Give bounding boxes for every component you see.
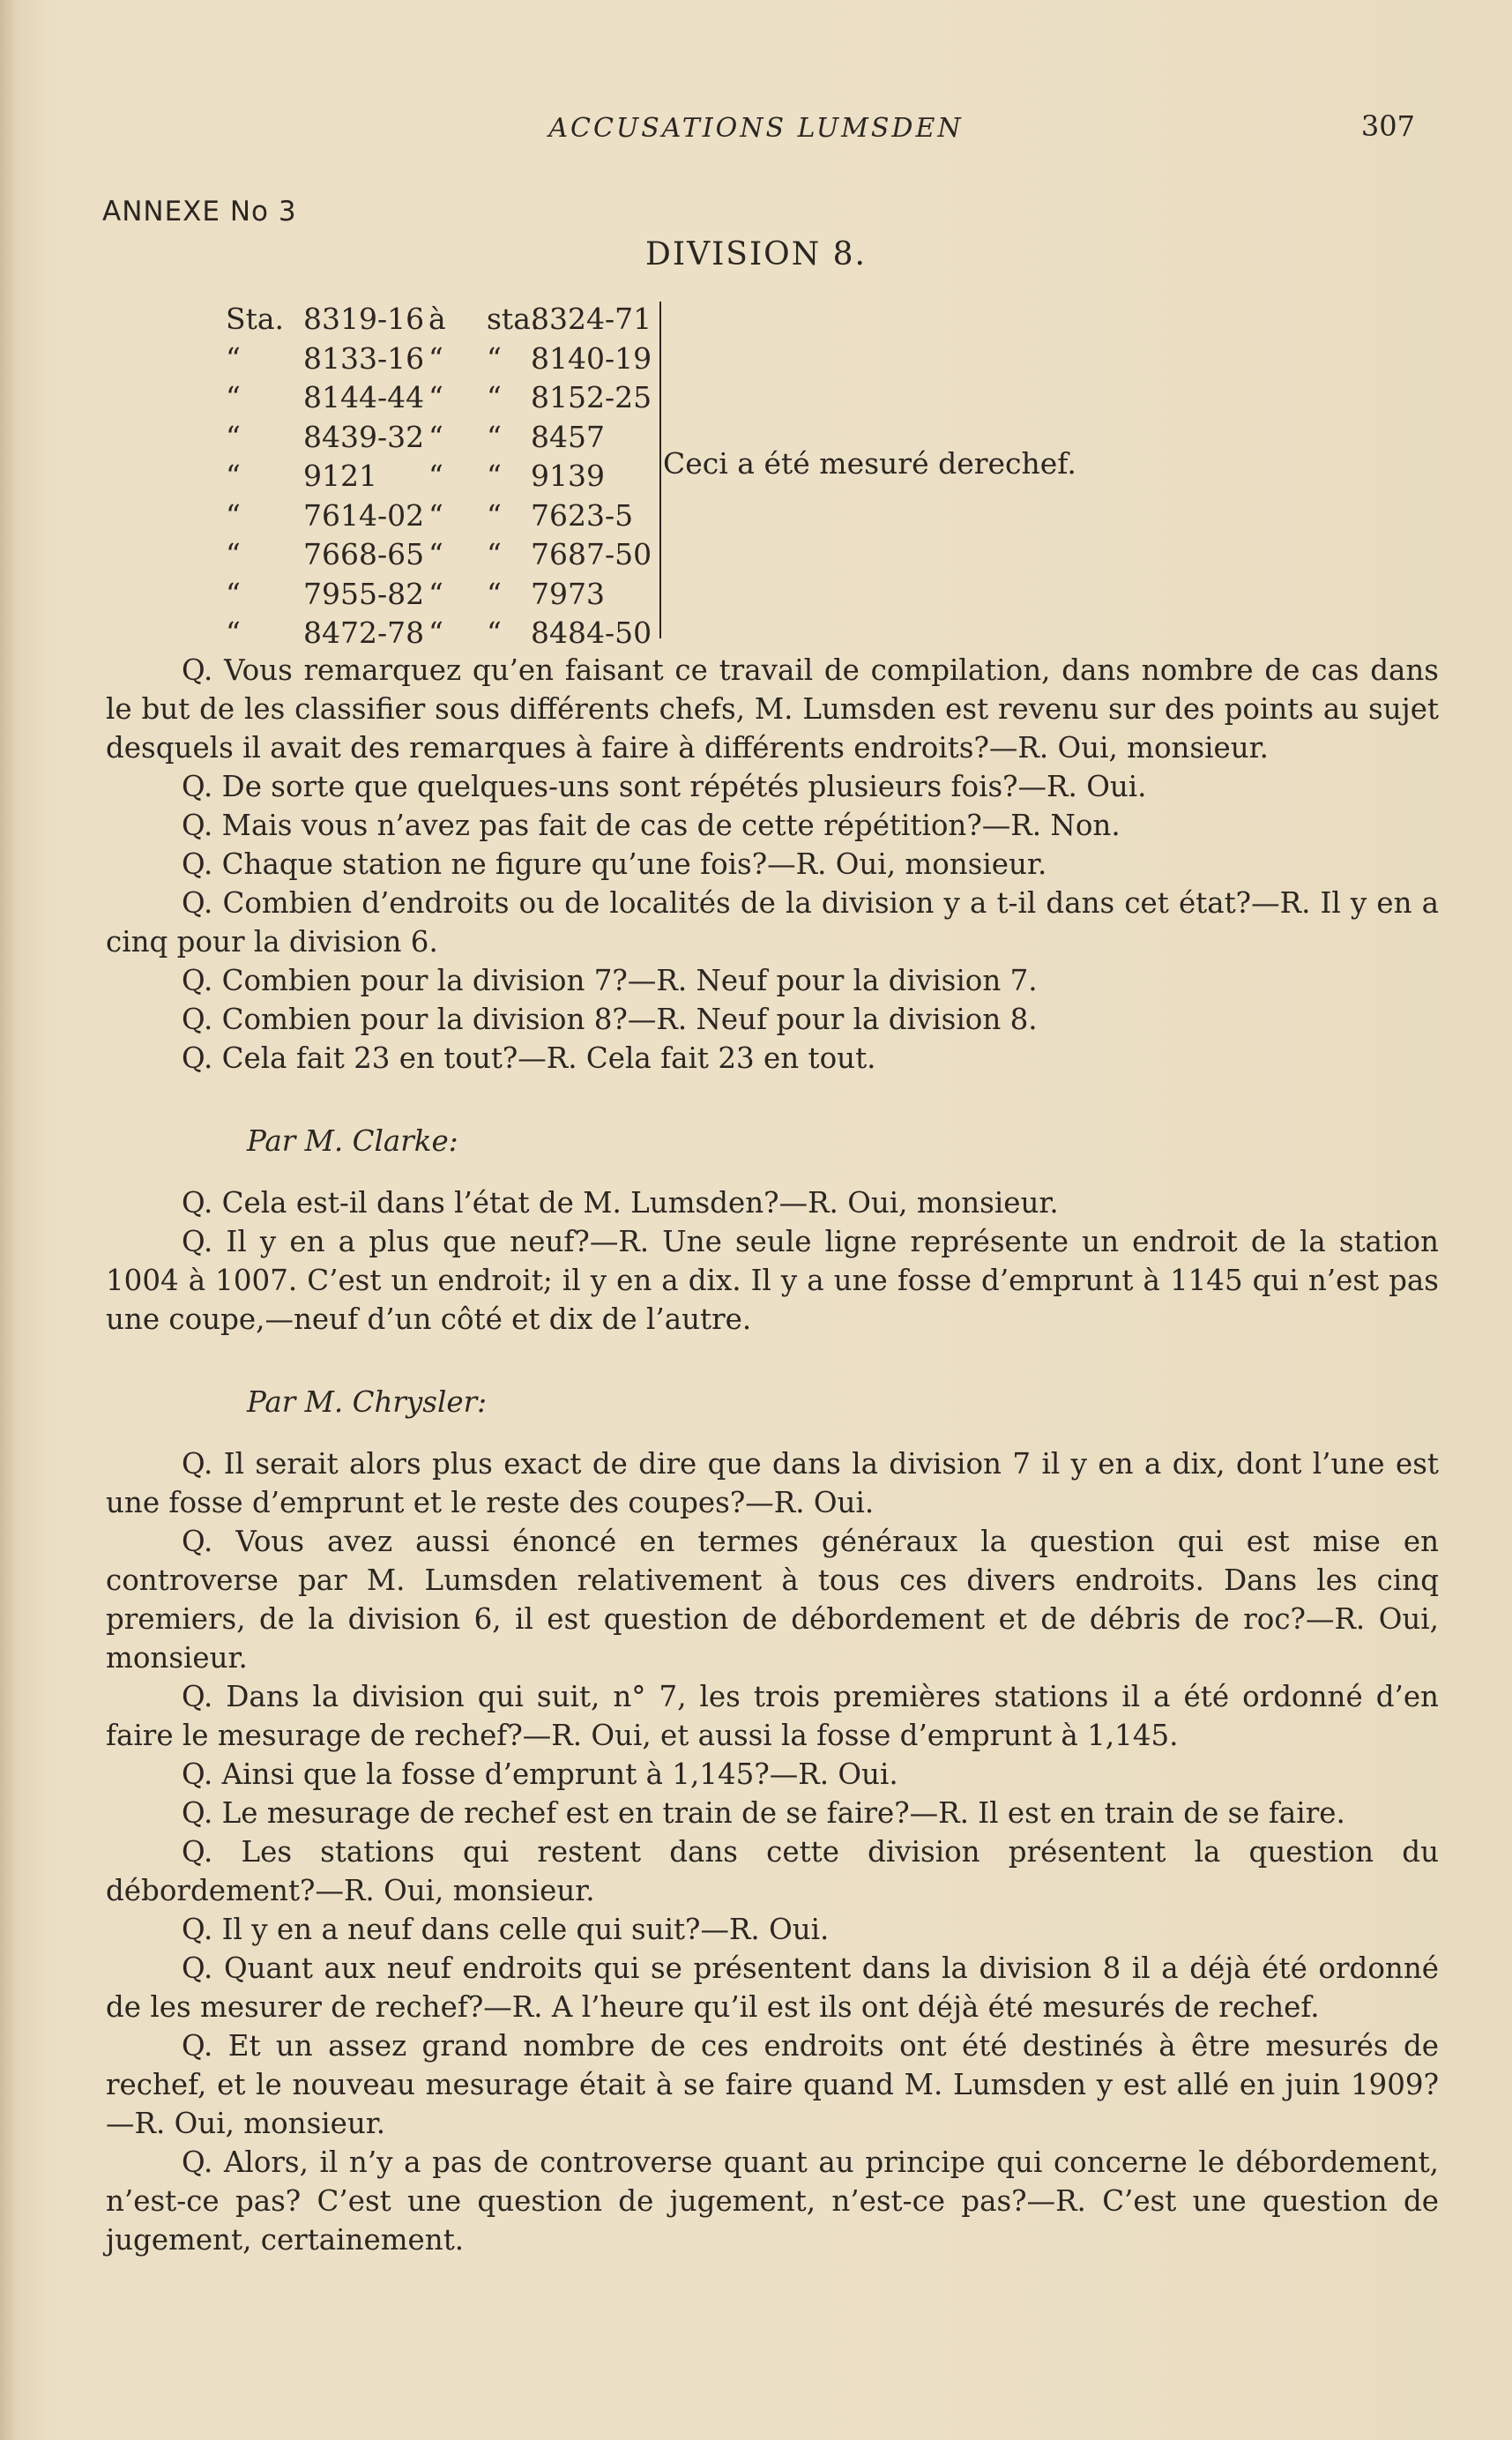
speaker-heading: Par M. Chrysler: — [247, 1385, 488, 1419]
station-prefix: Sta. — [226, 302, 285, 336]
station-to: 9139 — [531, 459, 605, 493]
station-from: 7614-02 — [303, 497, 425, 533]
station-sep: à — [428, 302, 446, 336]
station-prefix: “ — [226, 497, 241, 533]
station-ditto: “ — [487, 459, 502, 493]
station-from: 8144-44 — [303, 380, 425, 414]
station-sep: “ — [428, 340, 443, 376]
station-sep: “ — [428, 459, 443, 493]
station-to: 8152-25 — [531, 380, 652, 414]
qa-paragraph: Q. Dans la division qui suit, n° 7, les trois premières stations il a été ordonné d’en faire le mesurage de rechef?—R. Oui, et aussi la fosse d’emprunt à 1,145. — [106, 1680, 1439, 1752]
station-to: 7973 — [531, 576, 605, 611]
station-prefix: “ — [226, 459, 241, 493]
station-ditto: “ — [487, 497, 502, 533]
qa-paragraph: Q. Combien pour la division 8?—R. Neuf pour la division 8. — [182, 1003, 1038, 1036]
station-prefix: “ — [226, 340, 241, 376]
station-sep: “ — [428, 616, 443, 650]
station-prefix: “ — [226, 380, 241, 414]
division-title: DIVISION 8. — [645, 236, 867, 272]
station-to: 8484-50 — [531, 616, 652, 650]
station-sep: “ — [428, 380, 443, 414]
station-sep: “ — [428, 576, 443, 611]
station-prefix: “ — [226, 616, 241, 650]
page-number: 307 — [1360, 109, 1415, 143]
station-bracket — [647, 302, 661, 638]
testimony-text — [106, 651, 1439, 2259]
qa-paragraph: Q. Combien pour la division 7?—R. Neuf pour la division 7. — [182, 964, 1038, 997]
qa-paragraph: Q. Il y en a plus que neuf?—R. Une seule ligne représente un endroit de la station 1004 à 1007. C’est un endroit; il y en a dix. Il y a une fosse d’emprunt à 1145 qui n’est pas une coupe,—neuf d’un côté et dix de l’autre. — [106, 1225, 1439, 1336]
station-from: 8319-16 — [303, 302, 425, 336]
qa-paragraph: Q. Il y en a neuf dans celle qui suit?—R. Oui. — [182, 1913, 830, 1946]
station-from: 8439-32 — [303, 419, 425, 454]
qa-paragraph: Q. Le mesurage de rechef est en train de se faire?—R. Il est en train de se faire. — [182, 1796, 1345, 1830]
qa-paragraph: Q. Quant aux neuf endroits qui se présentent dans la division 8 il a déjà été ordonné de les mesurer de rechef?—R. A l’heure qu’il est ils ont déjà été mesurés de rechef. — [106, 1951, 1439, 2024]
station-to: 7623-5 — [531, 497, 634, 533]
bracket-note: Ceci a été mesuré derechef. — [663, 446, 1076, 481]
station-ditto: sta. — [487, 302, 540, 336]
station-from: 7955-82 — [303, 576, 425, 611]
annexe-label: ANNEXE No 3 — [102, 196, 297, 228]
station-to: 8324-71 — [531, 302, 652, 336]
qa-paragraph: Q. Alors, il n’y a pas de controverse quant au principe qui concerne le débordement, n’est-ce pas? C’est une question de jugement, n’est-ce pas?—R. C’est une question de jugement, certainement. — [106, 2145, 1439, 2257]
station-from: 7668-65 — [303, 537, 425, 571]
qa-paragraph: Q. Il serait alors plus exact de dire que dans la division 7 il y en a dix, dont l’une est une fosse d’emprunt et le reste des coupes?—R. Oui. — [106, 1447, 1439, 1519]
station-ditto: “ — [487, 537, 502, 571]
running-title: ACCUSATIONS LUMSDEN — [548, 113, 964, 144]
qa-paragraph: Q. Les stations qui restent dans cette division présentent la question du débordement?—R. Oui, monsieur. — [106, 1835, 1439, 1907]
qa-paragraph: Q. Cela est-il dans l’état de M. Lumsden?—R. Oui, monsieur. — [182, 1186, 1059, 1220]
qa-paragraph: Q. Ainsi que la fosse d’emprunt à 1,145?—R. Oui. — [182, 1757, 898, 1791]
station-ditto: “ — [487, 340, 502, 376]
station-ditto: “ — [487, 616, 502, 650]
qa-paragraph: Q. Cela fait 23 en tout?—R. Cela fait 23 en tout. — [182, 1041, 876, 1075]
station-ditto: “ — [487, 419, 502, 454]
station-ditto: “ — [487, 380, 502, 414]
station-prefix: “ — [226, 576, 241, 611]
station-to: 7687-50 — [531, 537, 652, 571]
station-prefix: “ — [226, 419, 241, 454]
station-to: 8457 — [531, 419, 605, 454]
station-sep: “ — [428, 537, 443, 571]
station-to: 8140-19 — [531, 340, 652, 376]
station-sep: “ — [428, 419, 443, 454]
qa-paragraph: Q. De sorte que quelques-uns sont répétés plusieurs fois?—R. Oui. — [182, 770, 1147, 803]
station-ditto: “ — [487, 576, 502, 611]
qa-paragraph: Q. Mais vous n’avez pas fait de cas de cette répétition?—R. Non. — [182, 809, 1121, 842]
station-from: 8472-78 — [303, 616, 425, 650]
qa-paragraph: Q. Vous remarquez qu’en faisant ce travail de compilation, dans nombre de cas dans le but de les classifier sous différents chefs, M. Lumsden est revenu sur des points au sujet desquels il avait des remarques à faire à différents endroits?—R. Oui, monsieur. — [106, 653, 1439, 765]
qa-paragraph: Q. Et un assez grand nombre de ces endroits ont été destinés à être mesurés de rechef, et le nouveau mesurage était à se faire quand M. Lumsden y est allé en juin 1909?—R. Oui, monsieur. — [106, 2029, 1439, 2140]
station-sep: “ — [428, 497, 443, 533]
station-from: 8133-16 — [303, 340, 425, 376]
speaker-heading: Par M. Clarke: — [247, 1124, 458, 1158]
station-from: 9121 — [303, 459, 377, 493]
qa-paragraph: Q. Chaque station ne figure qu’une fois?—R. Oui, monsieur. — [182, 847, 1047, 881]
qa-paragraph: Q. Vous avez aussi énoncé en termes généraux la question qui est mise en controverse par M. Lumsden relativement à tous ces divers endroits. Dans les cinq premiers, de la division 6, il est question de débordement et de débris de roc?—R. Oui, monsieur. — [106, 1525, 1439, 1675]
qa-paragraph: Q. Combien d’endroits ou de localités de la division y a t-il dans cet état?—R. Il y en a cinq pour la division 6. — [106, 886, 1439, 959]
station-prefix: “ — [226, 537, 241, 571]
